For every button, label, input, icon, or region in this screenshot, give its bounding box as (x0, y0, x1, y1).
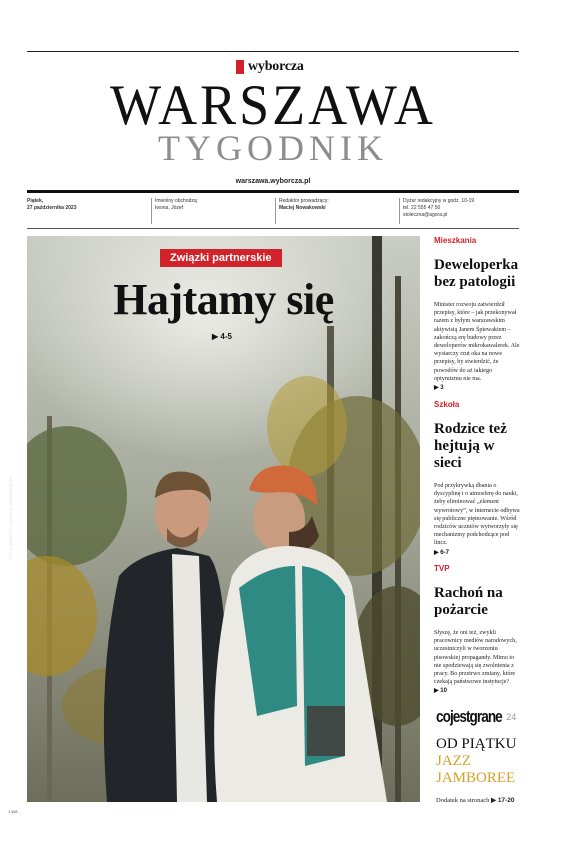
top-rule (27, 51, 519, 52)
duty-info (399, 198, 519, 224)
story-title[interactable]: Rachoń na pożarcie (434, 585, 503, 618)
nameday-info (151, 198, 275, 224)
story-title[interactable]: Deweloperka bez patologii (434, 257, 519, 290)
page-number: 1 WA (8, 809, 18, 814)
duty-email[interactable]: stoleczna@agora.pl (403, 212, 448, 218)
issue-date (27, 198, 151, 224)
issue-date-day: Piątek, (27, 198, 44, 204)
info-bar-rule (27, 228, 519, 229)
issue-date-full: 27 października 2023 (27, 205, 77, 211)
promo-line-2b: JAMBOREE (436, 770, 516, 786)
editor-label: Redaktor prowadzący: (279, 198, 329, 204)
story-title[interactable]: Rodzice też hejtują w sieci (434, 421, 507, 471)
editor-info (275, 198, 399, 224)
masthead-subtitle: TYGODNIK (158, 128, 388, 168)
photo-credit: FOT. KUBA ATYS / AGENCJA WYBORCZA.PL (8, 476, 13, 560)
sidebar-story-school[interactable] (434, 400, 520, 556)
promo-line-2a: JAZZ (436, 753, 471, 769)
cojestgrane-logo (436, 705, 520, 729)
cover-photo[interactable] (27, 236, 420, 802)
promo-note-text: Dodatek na stronach (436, 797, 490, 804)
promo-line-1: OD PIĄTKU (436, 736, 517, 752)
cover-headline[interactable]: Hajtamy się (113, 275, 334, 324)
story-page-ref[interactable]: ▶ 3 (434, 385, 444, 392)
section-label: Szkoła (434, 400, 460, 409)
promo-note (436, 796, 520, 804)
sidebar-story-housing[interactable] (434, 236, 520, 391)
story-page-ref[interactable]: ▶ 6-7 (434, 549, 449, 556)
header-rule (27, 190, 519, 193)
story-body: Minister rozwoju zatwierdził przepisy, które – jak przekonywał razem z byłym warszawskim aktywistą Janem Śpiewakiem – zakończą erę budowy przez deweloperów mikrokawalerek. Ale wystarczy rzut oka na nowe przepisy, by stwierdzić, że powodów do aż takiego optymizmu nie ma. (434, 302, 520, 382)
cover-tag[interactable]: Związki partnerskie (160, 249, 282, 267)
brand-name: wyborcza (248, 59, 304, 74)
cojestgrane-logo-number: 24 (506, 712, 517, 722)
promo-cojestgrane[interactable] (436, 705, 520, 804)
editor-name: Maciej Nowakowski (279, 205, 326, 211)
duty-hours: Dyżur redakcyjny w godz. 10-19 (403, 198, 475, 204)
nameday-names: Iwona, Józef (155, 205, 184, 211)
story-body: Słyszę, że oni też, zwykli pracownicy mediów narodowych, uczestniczyli w tworzeniu pisowskiej propagandy. Mimo to nie spodziewają się zwolnienia z pracy. Bo przetrwo zmiany, które czekają państwowe instytucje? (434, 630, 517, 686)
info-bar (27, 198, 519, 224)
promo-note-ref[interactable]: ▶ 17-20 (491, 797, 515, 804)
cojestgrane-logo-text: cojestgrane (436, 707, 502, 726)
story-page-ref[interactable]: ▶ 10 (434, 688, 447, 695)
nameday-label: Imieniny obchodzą: (155, 198, 199, 204)
section-label: Mieszkania (434, 236, 477, 245)
sidebar-story-tvp[interactable] (434, 564, 520, 694)
brand-square-icon (236, 60, 244, 74)
site-url[interactable]: warszawa.wyborcza.pl (235, 178, 311, 185)
duty-phone: tel. 22 555 47 50 (403, 205, 441, 211)
section-label: TVP (434, 564, 450, 573)
story-body: Pod przykrywką dbania o dyscyplinę i o atmosferę do nauki, żeby eliminować „element wywrotowy”, w internecie odbywa się publiczne piętnowanie. Wśród rodziców uczniów wytworzyły się mechanizmy podchodzące pod lincz. (434, 483, 520, 547)
masthead-title: WARSZAWA (110, 73, 436, 137)
cover-page-ref[interactable]: ▶ 4-5 (212, 332, 232, 341)
